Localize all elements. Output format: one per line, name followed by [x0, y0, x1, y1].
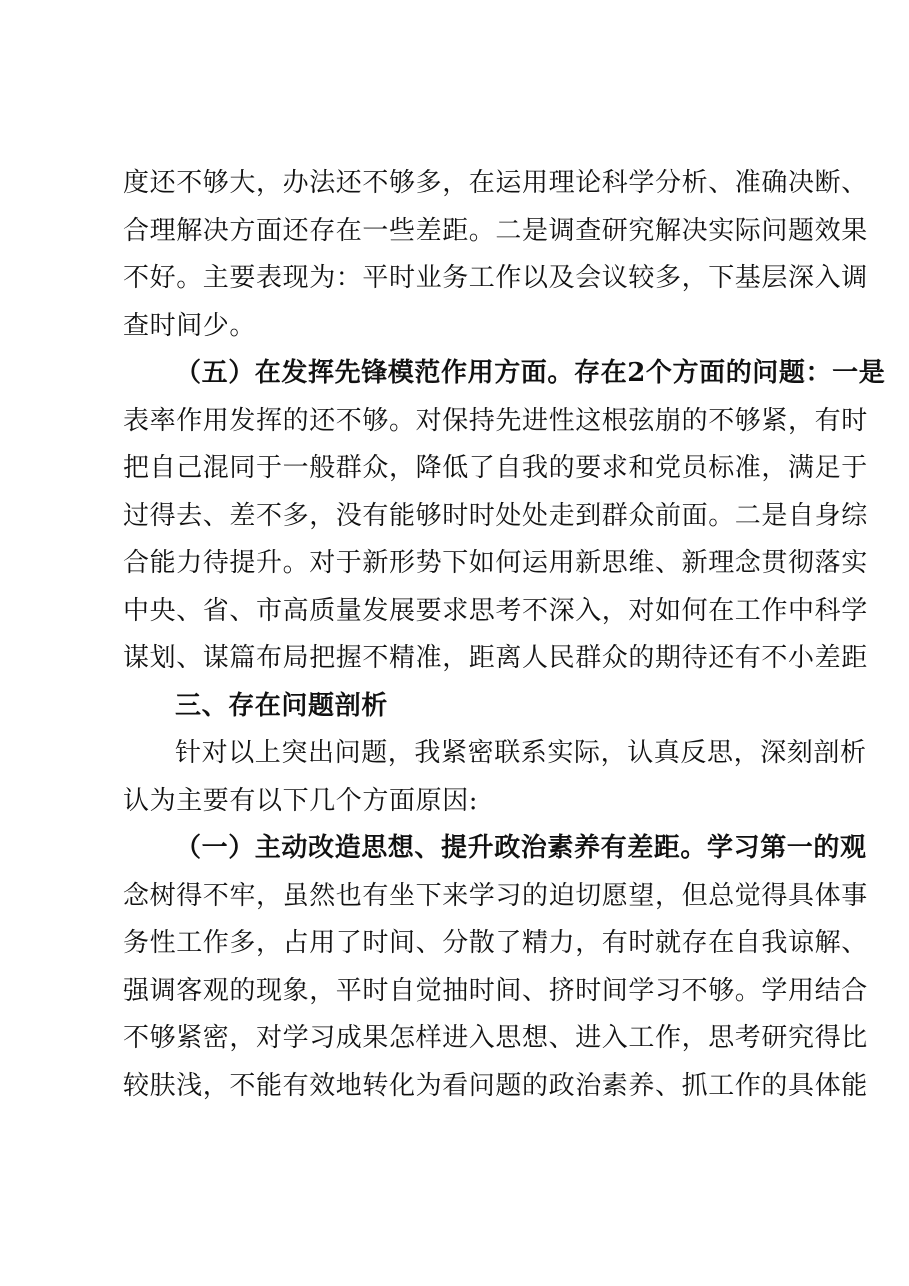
body-line: 谋划、谋篇布局把握不精准，距离人民群众的期待还有不小差距 — [123, 643, 868, 673]
body-line: 查时间少。 — [123, 310, 257, 341]
body-line: 不好。主要表现为：平时业务工作以及会议较多，下基层深入调 — [123, 263, 868, 293]
body-line: 度还不够大，办法还不够多，在运用理论科学分析、准确决断、 — [123, 168, 868, 198]
subsection-one-heading-line: （一）主动改造思想、提升政治素养有差距。学习第一的观 — [175, 833, 867, 863]
section-five-heading-line: （五）在发挥先锋模范作用方面。存在2个方面的问题：一是 — [175, 358, 886, 388]
body-line: 不够紧密，对学习成果怎样进入思想、进入工作，思考研究得比 — [123, 1023, 868, 1053]
section-three-heading: 三、存在问题剖析 — [175, 690, 388, 721]
body-line: 表率作用发挥的还不够。对保持先进性这根弦崩的不够紧，有时 — [123, 405, 868, 436]
document-body — [123, 160, 886, 1110]
body-line: 针对以上突出问题，我紧密联系实际，认真反思，深刻剖析 — [175, 738, 867, 768]
body-line: 较肤浅，不能有效地转化为看问题的政治素养、抓工作的具体能 — [123, 1070, 868, 1101]
body-line: 合能力待提升。对于新形势下如何运用新思维、新理念贯彻落实 — [123, 548, 868, 578]
body-line: 把自己混同于一般群众，降低了自我的要求和党员标准，满足于 — [123, 453, 868, 483]
body-line: 中央、省、市高质量发展要求思考不深入，对如何在工作中科学 — [123, 595, 868, 626]
body-line: 合理解决方面还存在一些差距。二是调查研究解决实际问题效果 — [123, 215, 868, 246]
body-line: 念树得不牢，虽然也有坐下来学习的迫切愿望，但总觉得具体事 — [123, 880, 868, 911]
body-line: 务性工作多，占用了时间、分散了精力，有时就存在自我谅解、 — [123, 928, 868, 958]
body-line: 认为主要有以下几个方面原因: — [123, 785, 479, 816]
body-line: 强调客观的现象，平时自觉抽时间、挤时间学习不够。学用结合 — [123, 975, 868, 1006]
body-line: 过得去、差不多，没有能够时时处处走到群众前面。二是自身综 — [123, 500, 868, 531]
